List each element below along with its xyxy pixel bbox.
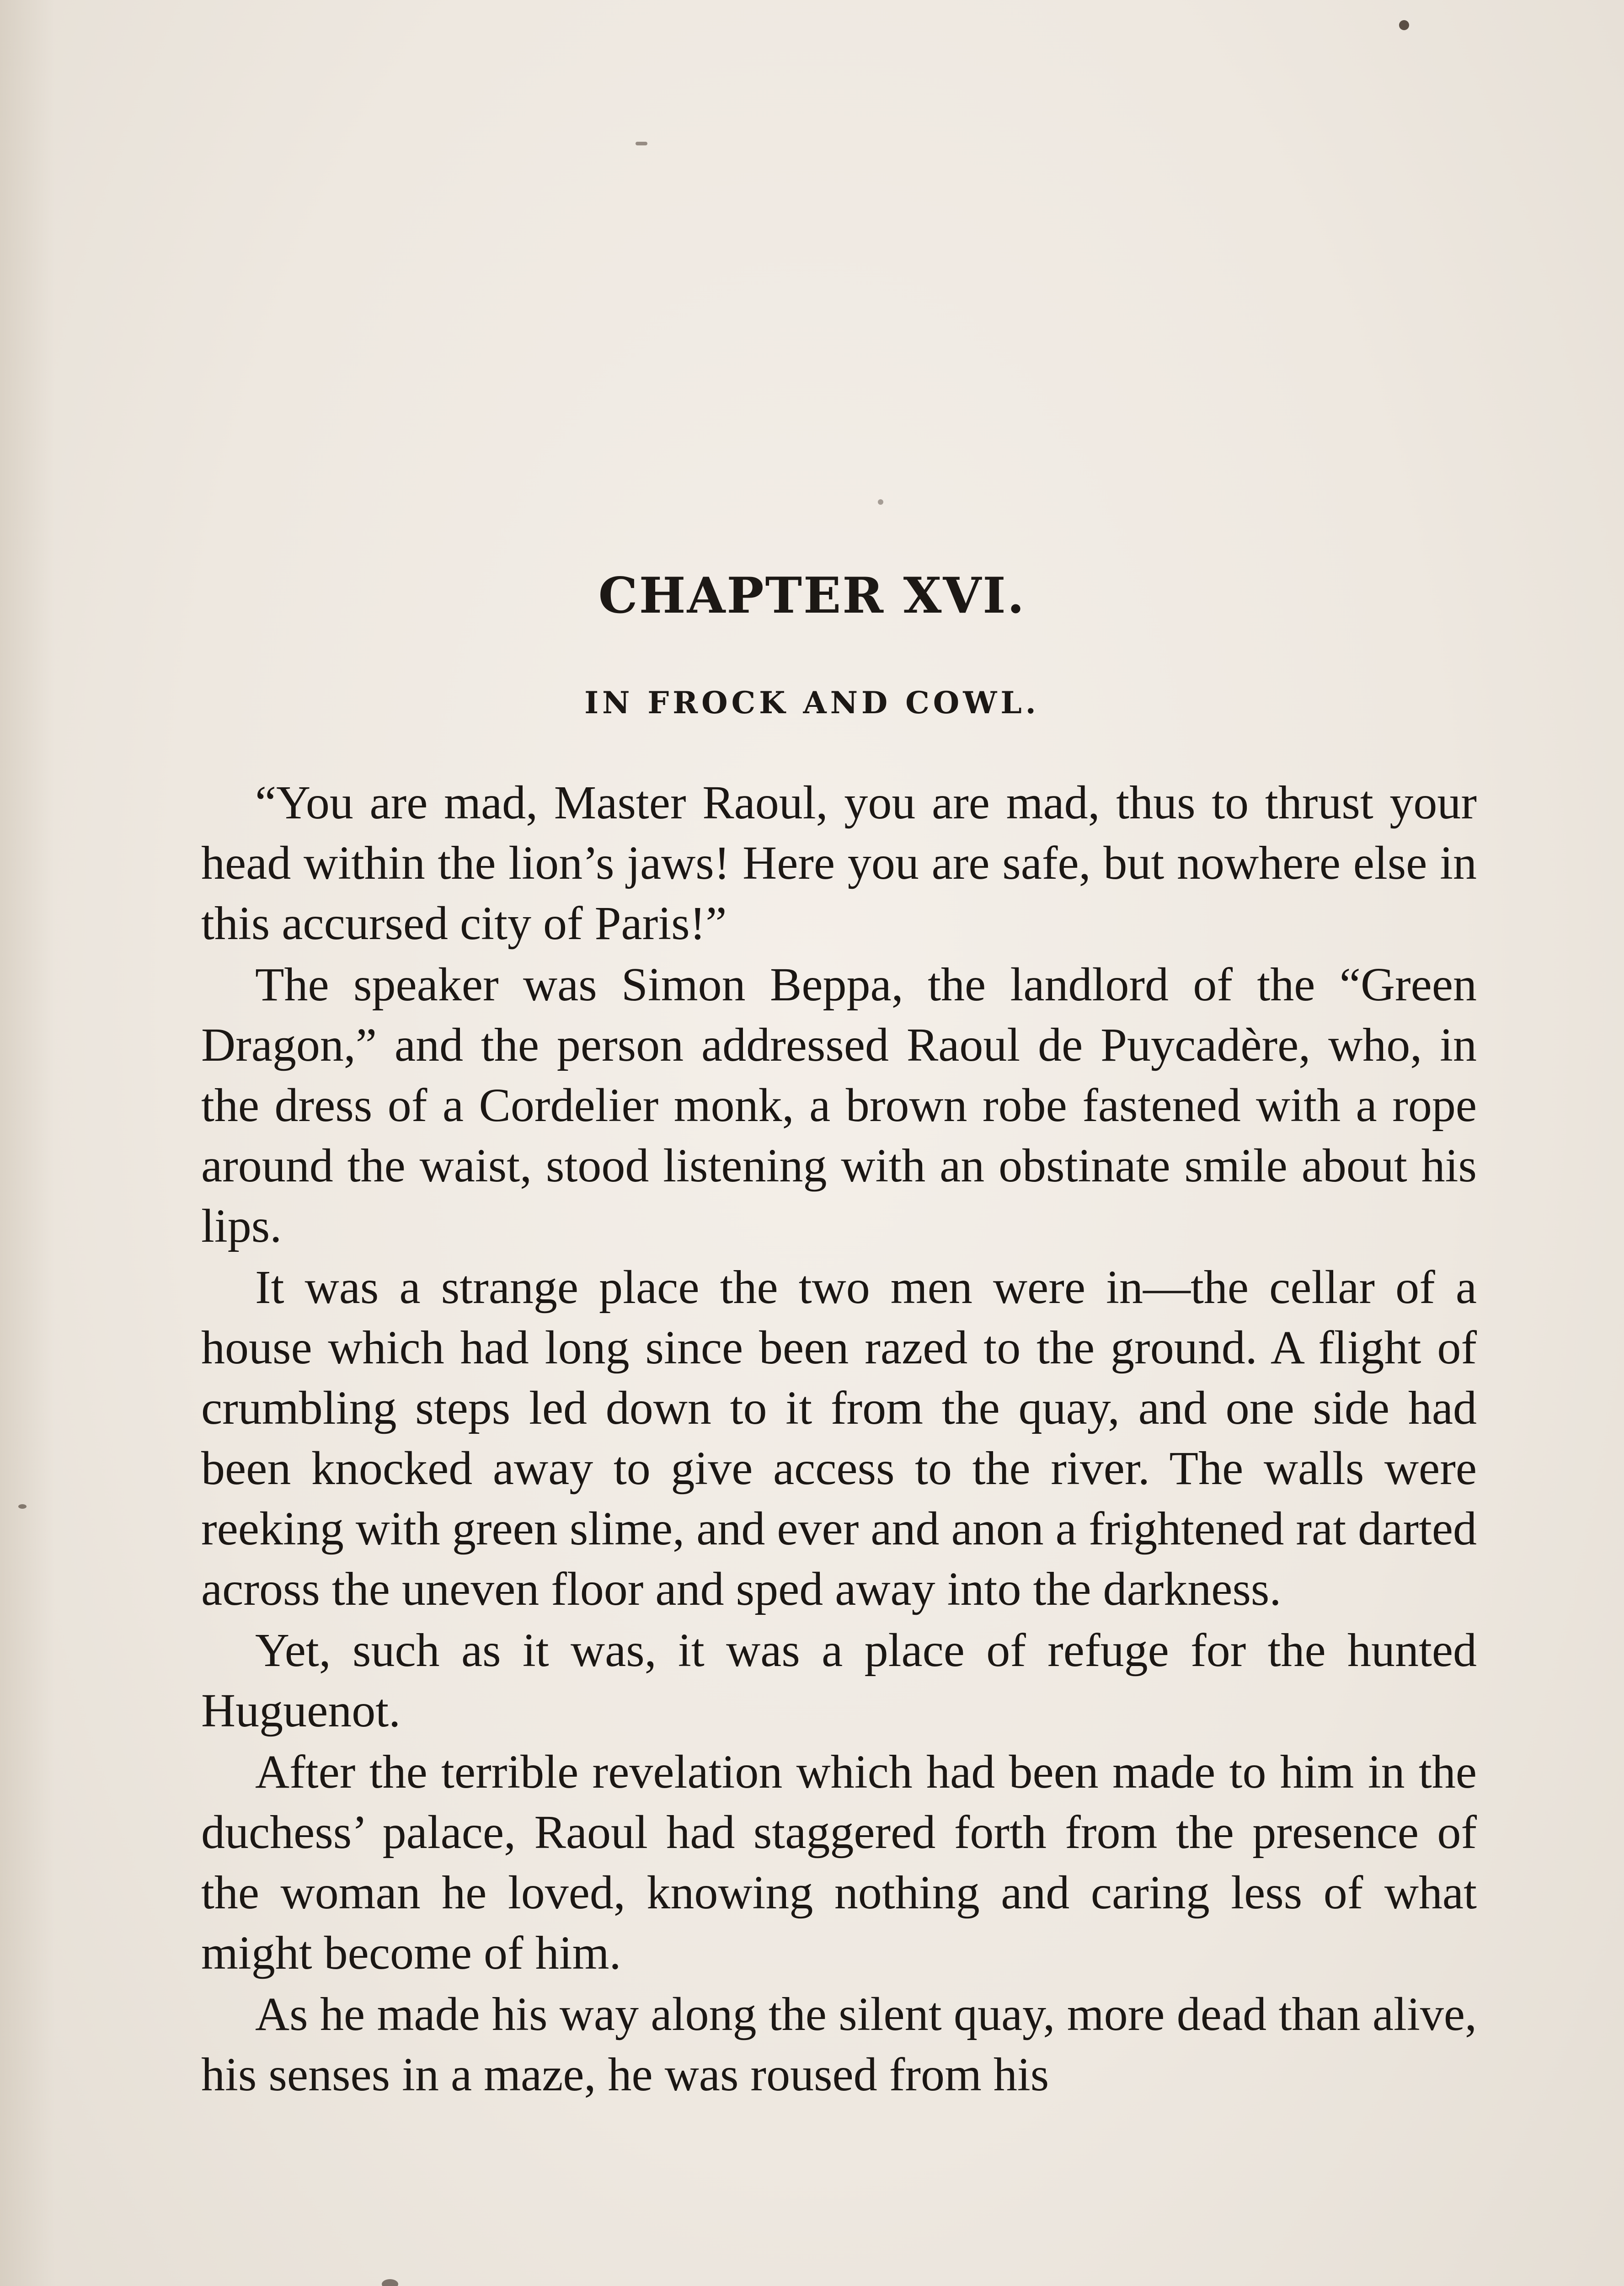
paragraph: After the terrible revelation which had been made to him in the duchess’ palace, Raoul had staggered forth from the presence of the woman he loved, knowing nothing and caring less of what might become of him. [201, 1746, 1477, 1979]
paragraph: Yet, such as it was, it was a place of refuge for the hunted Huguenot. [201, 1624, 1477, 1737]
chapter-title: CHAPTER XVI. [598, 567, 1026, 625]
paper-speck [1399, 20, 1409, 30]
chapter-body [201, 773, 1477, 2106]
chapter-subtitle: IN FROCK AND COWL. [584, 685, 1040, 721]
paper-speck [18, 1504, 27, 1509]
paragraph: As he made his way along the silent quay, more dead than alive, his senses in a maze, he was roused from his [201, 1988, 1477, 2101]
paper-speck [382, 2279, 398, 2286]
paper-speck [636, 142, 647, 145]
paragraph: It was a strange place the two men were in—the cellar of a house which had long since been razed to the ground. A flight of crumbling steps led down to it from the quay, and one side had been knocked away to give access to the river. The walls were reeking with green slime, and ever and anon a frightened rat darted across the uneven floor and sped away into the darkness. [201, 1261, 1477, 1615]
paragraph: The speaker was Simon Beppa, the landlord of the “Green Dragon,” and the person addressed Raoul de Puycadère, who, in the dress of a Cordelier monk, a brown robe fastened with a rope around the waist, stood listening with an obstinate smile about his lips. [201, 958, 1477, 1252]
page-gutter-shadow [0, 0, 55, 2286]
paragraph: “You are mad, Master Raoul, you are mad, thus to thrust your head within the lion’s jaws! Here you are safe, but nowhere else in this accursed city of Paris!” [201, 776, 1477, 950]
paper-speck [878, 499, 883, 505]
